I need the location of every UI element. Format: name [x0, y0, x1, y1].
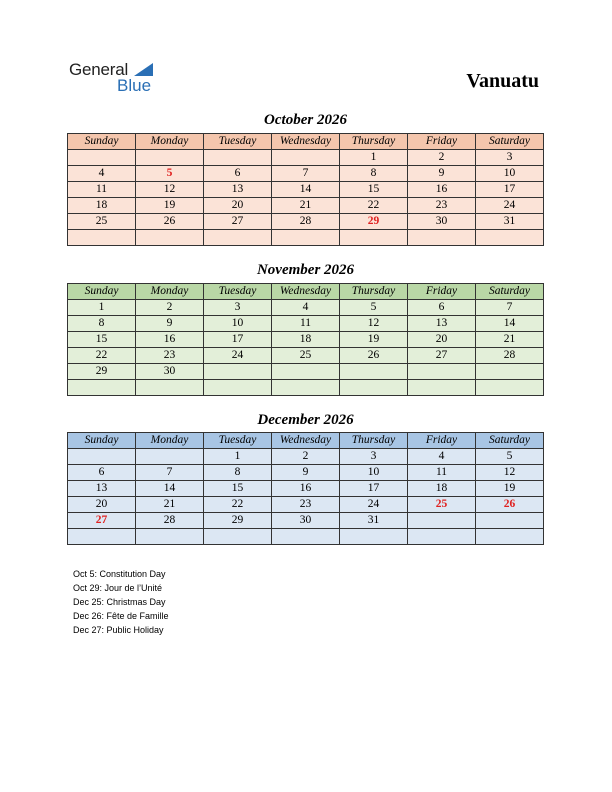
holiday-note: Dec 26: Fête de Famille: [73, 611, 169, 621]
day-cell: [340, 364, 408, 380]
day-cell: 11: [272, 316, 340, 332]
day-cell: 1: [340, 150, 408, 166]
calendar-october: [67, 133, 544, 246]
day-cell: 3: [476, 150, 544, 166]
weekday-header: Saturday: [476, 284, 544, 300]
weekday-header: Wednesday: [272, 134, 340, 150]
logo-word-blue: Blue: [117, 76, 152, 95]
weekday-header: Wednesday: [272, 433, 340, 449]
day-cell: 8: [68, 316, 136, 332]
day-cell: 9: [136, 316, 204, 332]
day-cell: 10: [204, 316, 272, 332]
week-row: [68, 481, 544, 497]
day-cell: 11: [408, 465, 476, 481]
day-cell: 7: [272, 166, 340, 182]
weekday-header: Tuesday: [204, 134, 272, 150]
weekday-header: Thursday: [340, 134, 408, 150]
day-cell: [272, 150, 340, 166]
day-cell: [476, 380, 544, 396]
week-row: [68, 300, 544, 316]
day-cell: 28: [272, 214, 340, 230]
day-cell: 1: [204, 449, 272, 465]
day-cell: [204, 529, 272, 545]
weekday-header: Thursday: [340, 433, 408, 449]
day-cell: 27: [204, 214, 272, 230]
weekday-header: Tuesday: [204, 433, 272, 449]
day-cell: [68, 230, 136, 246]
week-row: [68, 230, 544, 246]
week-row: [68, 449, 544, 465]
day-cell: [68, 150, 136, 166]
day-cell: [340, 230, 408, 246]
day-cell: [408, 364, 476, 380]
day-cell: 4: [68, 166, 136, 182]
day-cell: 14: [476, 316, 544, 332]
weekday-header: Sunday: [68, 433, 136, 449]
day-cell: [204, 380, 272, 396]
day-cell: 22: [68, 348, 136, 364]
day-cell: [408, 513, 476, 529]
day-cell: 8: [340, 166, 408, 182]
day-cell: [204, 364, 272, 380]
day-cell: 12: [340, 316, 408, 332]
day-cell: [204, 230, 272, 246]
month-title-october: October 2026: [264, 112, 347, 128]
day-cell: [68, 380, 136, 396]
day-cell: 26: [340, 348, 408, 364]
week-row: [68, 332, 544, 348]
weekday-header: Sunday: [68, 284, 136, 300]
weekday-header: Friday: [408, 284, 476, 300]
week-row: [68, 529, 544, 545]
day-cell: 26: [476, 497, 544, 513]
day-cell: 21: [272, 198, 340, 214]
day-cell: 15: [204, 481, 272, 497]
day-cell: 3: [204, 300, 272, 316]
day-cell: 30: [408, 214, 476, 230]
day-cell: 14: [272, 182, 340, 198]
day-cell: 28: [136, 513, 204, 529]
day-cell: 27: [408, 348, 476, 364]
week-row: [68, 214, 544, 230]
day-cell: 29: [204, 513, 272, 529]
day-cell: 2: [408, 150, 476, 166]
day-cell: 4: [408, 449, 476, 465]
day-cell: [68, 449, 136, 465]
day-cell: 31: [340, 513, 408, 529]
day-cell: 17: [340, 481, 408, 497]
week-row: [68, 513, 544, 529]
day-cell: 1: [68, 300, 136, 316]
calendar-december: [67, 432, 544, 545]
day-cell: 15: [68, 332, 136, 348]
day-cell: 6: [68, 465, 136, 481]
calendar-november: [67, 283, 544, 396]
day-cell: [476, 230, 544, 246]
day-cell: 11: [68, 182, 136, 198]
day-cell: 7: [136, 465, 204, 481]
day-cell: [272, 364, 340, 380]
day-cell: 10: [476, 166, 544, 182]
day-cell: 9: [408, 166, 476, 182]
week-row: [68, 380, 544, 396]
logo-word-general: General: [69, 60, 129, 79]
day-cell: 14: [136, 481, 204, 497]
day-cell: 21: [136, 497, 204, 513]
day-cell: 25: [68, 214, 136, 230]
day-cell: 6: [204, 166, 272, 182]
holiday-note: Oct 29: Jour de l’Unité: [73, 583, 163, 593]
weekday-header: Sunday: [68, 134, 136, 150]
holiday-notes: [73, 567, 169, 637]
day-cell: 7: [476, 300, 544, 316]
day-cell: 23: [136, 348, 204, 364]
day-cell: 24: [204, 348, 272, 364]
day-cell: 24: [340, 497, 408, 513]
day-cell: 4: [272, 300, 340, 316]
day-cell: 8: [204, 465, 272, 481]
day-cell: 23: [408, 198, 476, 214]
weekday-header: Monday: [136, 134, 204, 150]
week-row: [68, 198, 544, 214]
weekday-header: Wednesday: [272, 284, 340, 300]
day-cell: 29: [68, 364, 136, 380]
day-cell: 10: [340, 465, 408, 481]
day-cell: 18: [68, 198, 136, 214]
day-cell: [340, 529, 408, 545]
day-cell: 27: [68, 513, 136, 529]
country-title: Vanuatu: [466, 70, 539, 92]
day-cell: 5: [340, 300, 408, 316]
day-cell: 19: [340, 332, 408, 348]
day-cell: [272, 529, 340, 545]
day-cell: 20: [408, 332, 476, 348]
holiday-note: Dec 27: Public Holiday: [73, 625, 164, 635]
weekday-header-row: [68, 284, 544, 300]
day-cell: [136, 380, 204, 396]
day-cell: 21: [476, 332, 544, 348]
day-cell: [408, 380, 476, 396]
day-cell: [272, 380, 340, 396]
day-cell: 13: [408, 316, 476, 332]
day-cell: 6: [408, 300, 476, 316]
weekday-header: Thursday: [340, 284, 408, 300]
day-cell: 16: [272, 481, 340, 497]
weekday-header: Tuesday: [204, 284, 272, 300]
week-row: [68, 150, 544, 166]
day-cell: [136, 150, 204, 166]
day-cell: 2: [272, 449, 340, 465]
day-cell: 20: [204, 198, 272, 214]
week-row: [68, 364, 544, 380]
month-title-december: December 2026: [257, 412, 354, 428]
weekday-header-row: [68, 433, 544, 449]
day-cell: 22: [204, 497, 272, 513]
holiday-note: Dec 25: Christmas Day: [73, 597, 166, 607]
month-title-november: November 2026: [256, 262, 355, 278]
day-cell: 5: [136, 166, 204, 182]
day-cell: 16: [136, 332, 204, 348]
day-cell: [408, 529, 476, 545]
day-cell: 26: [136, 214, 204, 230]
day-cell: [476, 513, 544, 529]
day-cell: 3: [340, 449, 408, 465]
day-cell: 23: [272, 497, 340, 513]
weekday-header: Friday: [408, 433, 476, 449]
day-cell: 19: [476, 481, 544, 497]
day-cell: [68, 529, 136, 545]
day-cell: [340, 380, 408, 396]
day-cell: 5: [476, 449, 544, 465]
week-row: [68, 497, 544, 513]
weekday-header: Saturday: [476, 134, 544, 150]
week-row: [68, 166, 544, 182]
day-cell: 25: [408, 497, 476, 513]
week-row: [68, 316, 544, 332]
day-cell: 12: [476, 465, 544, 481]
day-cell: 22: [340, 198, 408, 214]
week-row: [68, 348, 544, 364]
weekday-header: Monday: [136, 284, 204, 300]
day-cell: 17: [204, 332, 272, 348]
logo-triangle-icon: [134, 63, 153, 76]
weekday-header: Friday: [408, 134, 476, 150]
week-row: [68, 465, 544, 481]
holiday-note: Oct 5: Constitution Day: [73, 569, 166, 579]
day-cell: 12: [136, 182, 204, 198]
day-cell: 18: [408, 481, 476, 497]
day-cell: 20: [68, 497, 136, 513]
day-cell: 17: [476, 182, 544, 198]
day-cell: 30: [272, 513, 340, 529]
day-cell: 2: [136, 300, 204, 316]
day-cell: 13: [68, 481, 136, 497]
day-cell: 28: [476, 348, 544, 364]
day-cell: 13: [204, 182, 272, 198]
day-cell: 24: [476, 198, 544, 214]
day-cell: [272, 230, 340, 246]
day-cell: 19: [136, 198, 204, 214]
generalblue-logo: [69, 60, 159, 96]
day-cell: [136, 230, 204, 246]
day-cell: [476, 364, 544, 380]
week-row: [68, 182, 544, 198]
day-cell: [136, 529, 204, 545]
day-cell: 9: [272, 465, 340, 481]
day-cell: 25: [272, 348, 340, 364]
day-cell: [204, 150, 272, 166]
day-cell: [408, 230, 476, 246]
weekday-header: Monday: [136, 433, 204, 449]
day-cell: 16: [408, 182, 476, 198]
weekday-header-row: [68, 134, 544, 150]
day-cell: [136, 449, 204, 465]
day-cell: 30: [136, 364, 204, 380]
day-cell: 18: [272, 332, 340, 348]
day-cell: 15: [340, 182, 408, 198]
weekday-header: Saturday: [476, 433, 544, 449]
day-cell: [476, 529, 544, 545]
day-cell: 29: [340, 214, 408, 230]
day-cell: 31: [476, 214, 544, 230]
